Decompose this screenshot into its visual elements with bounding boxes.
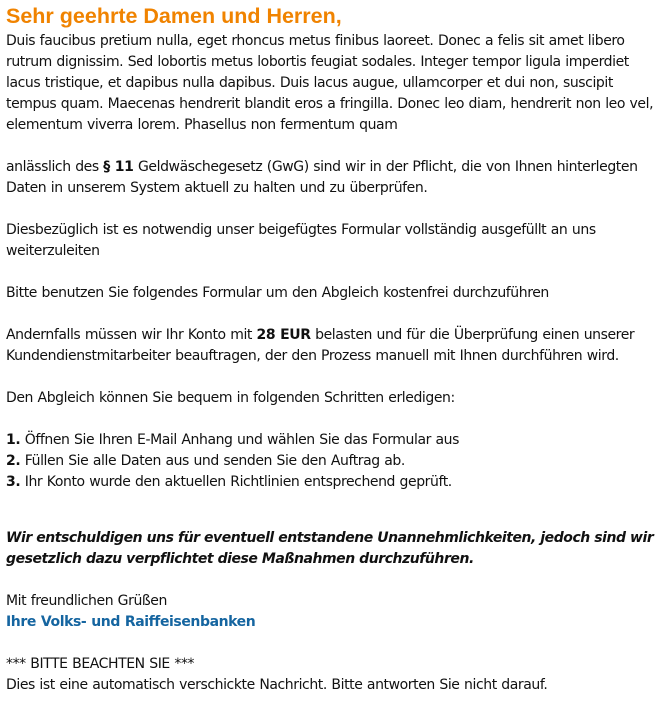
free-paragraph: Bitte benutzen Sie folgendes Formular um den Abgleich kostenfrei durchzuführen <box>6 285 549 301</box>
steps-list <box>6 430 662 493</box>
law-section: § 11 <box>103 159 134 175</box>
law-text-after: Geldwäschegesetz (GwG) sind wir in der Pflicht, die von Ihnen hinterlegten Daten in unserem System aktuell zu halten und zu überprüfen. <box>6 159 638 196</box>
step-text: Füllen Sie alle Daten aus und senden Sie den Auftrag ab. <box>20 453 405 469</box>
step-item <box>6 472 662 493</box>
step-text: Ihr Konto wurde den aktuellen Richtlinien entsprechend geprüft. <box>20 474 452 490</box>
signature: Ihre Volks- und Raiffeisenbanken <box>6 614 256 630</box>
charge-paragraph <box>6 325 662 367</box>
apology-paragraph: Wir entschuldigen uns für eventuell entstandene Unannehmlichkeiten, jedoch sind wir gesetzlich dazu verpflichtet diese Maßnahmen durchzuführen. <box>6 530 654 567</box>
step-number: 3. <box>6 474 21 490</box>
notice-text: Dies ist eine automatisch verschickte Nachricht. Bitte antworten Sie nicht darauf. <box>6 677 548 693</box>
step-item <box>6 451 662 472</box>
intro-paragraph: Duis faucibus pretium nulla, eget rhoncus metus finibus laoreet. Donec a felis sit amet libero rutrum dignissim. Sed lobortis metus lobortis feugiat sodales. Integer tempor ligula imperdiet lacus tristique, et dapibus nulla dapibus. Duis lacus augue, ullamcorper et dui non, suscipit tempus quam. Maecenas hendrerit blandit eros a fringilla. Donec leo diam, hendrerit non leo vel, elementum viverra lorem. Phasellus non fermentum quam <box>6 33 654 133</box>
charge-amount: 28 EUR <box>256 327 311 343</box>
law-text-before: anlässlich des <box>6 159 104 175</box>
closing-line: Mit freundlichen Grüßen <box>6 593 167 609</box>
form-paragraph: Diesbezüglich ist es notwendig unser beigefügtes Formular vollständig ausgefüllt an uns weiterzuleiten <box>6 222 596 259</box>
step-number: 1. <box>6 432 21 448</box>
charge-text-before: Andernfalls müssen wir Ihr Konto mit <box>6 327 257 343</box>
step-text: Öffnen Sie Ihren E-Mail Anhang und wählen Sie das Formular aus <box>20 432 459 448</box>
notice-header: *** BITTE BEACHTEN SIE *** <box>6 656 195 672</box>
law-paragraph <box>6 157 662 199</box>
step-number: 2. <box>6 453 21 469</box>
steps-intro: Den Abgleich können Sie bequem in folgenden Schritten erledigen: <box>6 390 455 406</box>
step-item <box>6 430 662 451</box>
greeting-heading: Sehr geehrte Damen und Herren, <box>6 4 342 28</box>
charge-text-after: belasten und für die Überprüfung einen unserer Kundendienstmitarbeiter beauftragen, der den Prozess manuell mit Ihnen durchführen wird. <box>6 327 635 364</box>
